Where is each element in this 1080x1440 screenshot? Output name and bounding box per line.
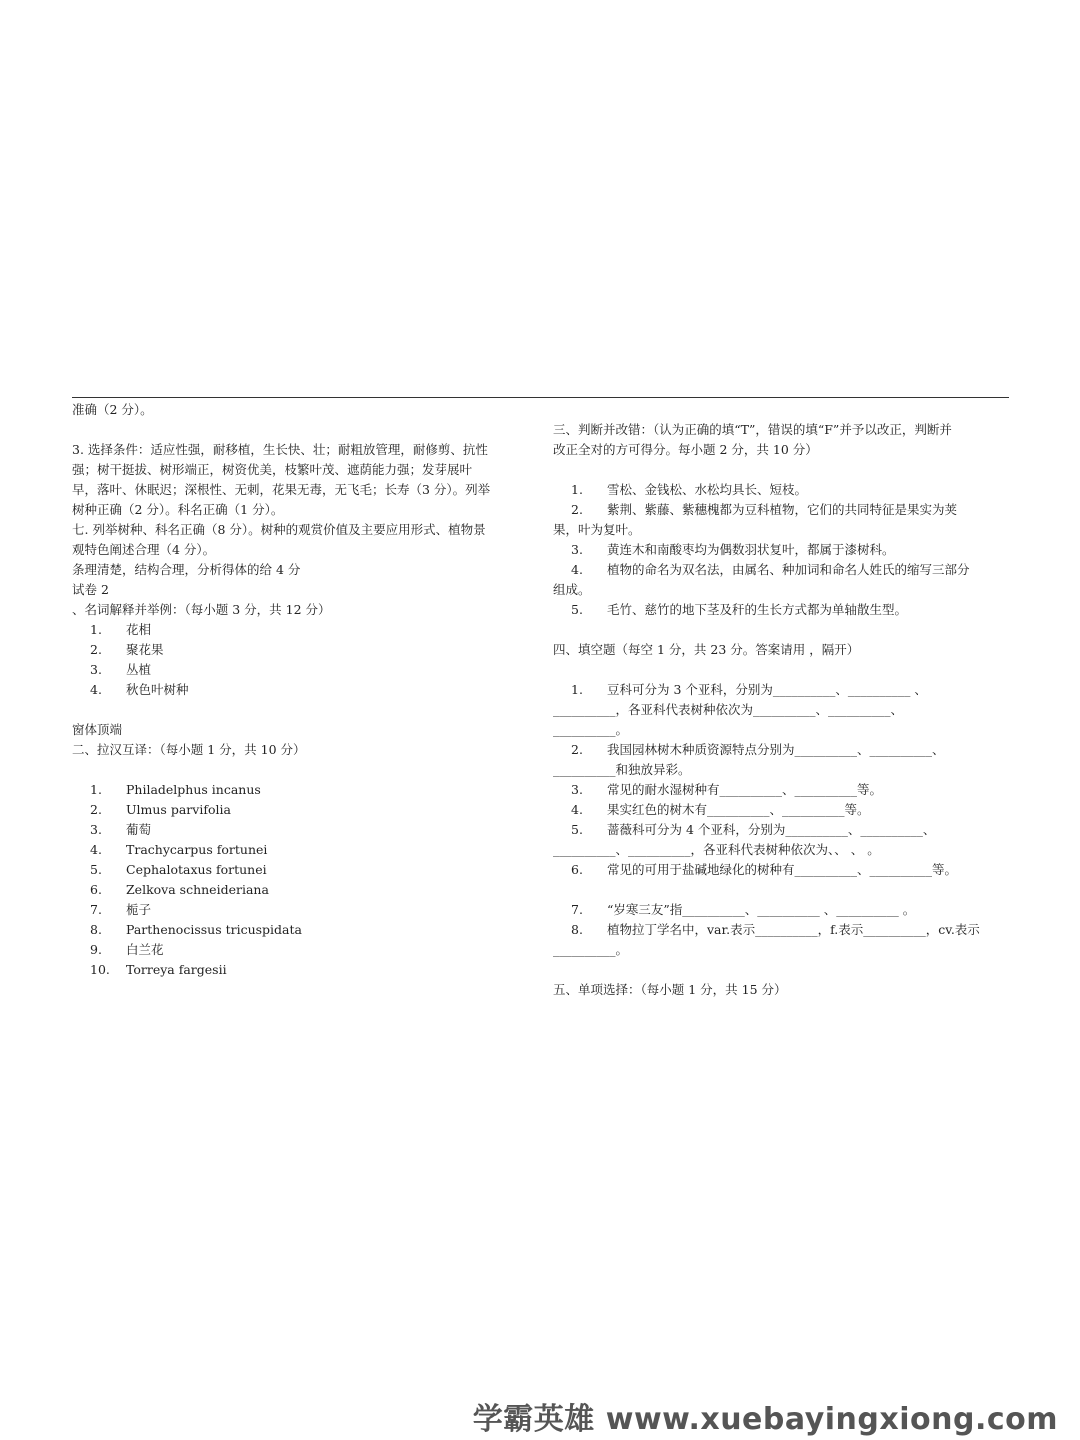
item-text: 豆科可分为 3 个亚科，分别为__________、__________ 、 <box>607 682 927 697</box>
section-3-title-line: 改正全对的方可得分。每小题 2 分，共 10 分） <box>553 442 818 457</box>
item-number: 10. <box>90 962 110 977</box>
item-number: 5. <box>571 602 583 617</box>
item-text: 丛植 <box>126 662 152 677</box>
item-number: 8. <box>571 922 583 937</box>
list-item <box>553 680 1011 700</box>
item-number: 6. <box>90 882 102 897</box>
item-number: 1. <box>571 482 583 497</box>
answer-para-7-line: 观特色阐述合理（4 分）。 <box>72 542 216 557</box>
section-4-list <box>553 680 1011 960</box>
list-item <box>553 480 1011 500</box>
item-text: Parthenocissus tricuspidata <box>126 922 302 937</box>
section-1-title: 、名词解释并举例：（每小题 3 分，共 12 分） <box>72 602 331 617</box>
answer-para-7-line: 七. 列举树种、科名正确（8 分）。树种的观赏价值及主要应用形式、植物景 <box>72 522 486 537</box>
item-number: 2. <box>571 742 583 757</box>
list-item <box>72 620 542 640</box>
list-item <box>72 640 542 660</box>
item-number: 6. <box>571 862 583 877</box>
item-text: 常见的耐水湿树种有__________、__________等。 <box>607 782 883 797</box>
item-text: 秋色叶树种 <box>126 682 189 697</box>
window-top-label: 窗体顶端 <box>72 722 123 737</box>
item-text: 植物拉丁学名中，var.表示__________，f.表示__________，cv.表示 <box>607 922 980 937</box>
item-number: 2. <box>90 642 102 657</box>
list-item <box>553 860 1011 880</box>
list-item <box>553 600 1011 620</box>
item-text: 花相 <box>126 622 152 637</box>
item-text: 植物的命名为双名法，由属名、种加词和命名人姓氏的缩写三部分 <box>607 562 970 577</box>
item-text: “岁寒三友”指__________、__________ 、__________ 。 <box>607 902 916 917</box>
item-text: Ulmus parvifolia <box>126 802 231 817</box>
left-column <box>72 400 542 980</box>
list-item <box>553 800 1011 820</box>
list-item <box>72 900 542 920</box>
answer-para-3-line: 强；树干挺拔、树形端正，树资优美，枝繁叶茂、遮荫能力强；发芽展叶 <box>72 462 473 477</box>
item-text: 栀子 <box>126 902 152 917</box>
item-text: 蔷薇科可分为 4 个亚科，分别为__________、__________、 <box>607 822 936 837</box>
page-top-rule <box>72 397 1009 398</box>
item-number: 4. <box>571 562 583 577</box>
answer-continuation-line: 准确（2 分）。 <box>72 402 153 417</box>
item-number: 7. <box>571 902 583 917</box>
item-number: 2. <box>90 802 102 817</box>
list-item <box>553 540 1011 560</box>
item-number: 4. <box>571 802 583 817</box>
item-number: 1. <box>90 782 102 797</box>
item-text: Cephalotaxus fortunei <box>126 862 267 877</box>
item-text: 果实红色的树木有__________、__________等。 <box>607 802 870 817</box>
item-text: 黄连木和南酸枣均为偶数羽状复叶，都属于漆树科。 <box>607 542 895 557</box>
item-number: 3. <box>90 822 102 837</box>
list-item <box>72 960 542 980</box>
right-column <box>553 420 1011 1000</box>
section-2-list <box>72 780 542 980</box>
list-item <box>72 820 542 840</box>
item-text: 聚花果 <box>126 642 164 657</box>
item-text: 紫荆、紫藤、紫穗槐都为豆科植物，它们的共同特征是果实为荚 <box>607 502 958 517</box>
item-text: 白兰花 <box>126 942 164 957</box>
item-number: 1. <box>571 682 583 697</box>
item-number: 2. <box>571 502 583 517</box>
list-item <box>72 780 542 800</box>
section-3-title-line: 三、判断并改错：（认为正确的填“T”，错误的填“F”并予以改正，判断并 <box>553 422 952 437</box>
list-item <box>553 560 1011 580</box>
item-number: 9. <box>90 942 102 957</box>
list-item <box>553 780 1011 800</box>
item-number: 3. <box>571 782 583 797</box>
section-1-list <box>72 620 542 700</box>
section-2-title: 二、拉汉互译：（每小题 1 分，共 10 分） <box>72 742 306 757</box>
answer-para-3 <box>72 440 542 520</box>
item-continuation: __________。 <box>553 722 629 737</box>
list-item <box>72 660 542 680</box>
item-text: Philadelphus incanus <box>126 782 261 797</box>
item-number: 1. <box>90 622 102 637</box>
section-4-title: 四、填空题（每空 1 分，共 23 分。答案请用 ，隔开） <box>553 642 860 657</box>
item-number: 5. <box>571 822 583 837</box>
item-number: 4. <box>90 682 102 697</box>
answer-summary: 条理清楚，结构合理，分析得体的给 4 分 <box>72 562 301 577</box>
list-item <box>72 680 542 700</box>
item-text: Trachycarpus fortunei <box>126 842 268 857</box>
answer-para-3-line: 早，落叶、休眠迟；深根性、无刺，花果无毒，无飞毛；长寿（3 分）。列举 <box>72 482 491 497</box>
item-number: 3. <box>90 662 102 677</box>
item-number: 4. <box>90 842 102 857</box>
item-continuation: __________和独放异彩。 <box>553 762 691 777</box>
item-continuation: __________，各亚科代表树种依次为__________、__________、 <box>553 702 904 717</box>
list-item <box>553 920 1011 940</box>
item-text: 雪松、金钱松、水松均具长、短枝。 <box>607 482 808 497</box>
answer-para-3-line: 树种正确（2 分）。科名正确（1 分）。 <box>72 502 284 517</box>
list-item <box>553 900 1011 920</box>
list-item <box>72 880 542 900</box>
answer-para-7 <box>72 520 542 560</box>
item-text: 常见的可用于盐碱地绿化的树种有__________、__________等。 <box>607 862 958 877</box>
list-item <box>72 920 542 940</box>
item-text: Zelkova schneideriana <box>126 882 269 897</box>
answer-para-3-line: 3. 选择条件：适应性强，耐移植，生长快、壮；耐粗放管理，耐修剪、抗性 <box>72 442 488 457</box>
item-number: 8. <box>90 922 102 937</box>
item-text: 葡萄 <box>126 822 152 837</box>
item-number: 5. <box>90 862 102 877</box>
item-continuation: __________、__________，各亚科代表树种依次为、、 、 。 <box>553 842 880 857</box>
item-continuation: __________。 <box>553 942 629 957</box>
item-number: 7. <box>90 902 102 917</box>
exam-2-heading: 试卷 2 <box>72 582 109 597</box>
item-continuation: 组成。 <box>553 582 591 597</box>
list-item <box>72 940 542 960</box>
item-text: Torreya fargesii <box>126 962 227 977</box>
list-item <box>553 820 1011 840</box>
site-watermark: 学霸英雄 www.xuebayingxiong.com <box>472 1402 1058 1437</box>
list-item <box>553 500 1011 520</box>
item-number: 3. <box>571 542 583 557</box>
list-item <box>553 740 1011 760</box>
item-continuation: 果，叶为复叶。 <box>553 522 641 537</box>
item-text: 我国园林树木种质资源特点分别为__________、__________、 <box>607 742 945 757</box>
list-item <box>72 840 542 860</box>
section-5-title: 五、单项选择：（每小题 1 分，共 15 分） <box>553 982 787 997</box>
list-item <box>72 800 542 820</box>
section-3-list <box>553 480 1011 620</box>
item-text: 毛竹、慈竹的地下茎及秆的生长方式都为单轴散生型。 <box>607 602 908 617</box>
list-item <box>72 860 542 880</box>
